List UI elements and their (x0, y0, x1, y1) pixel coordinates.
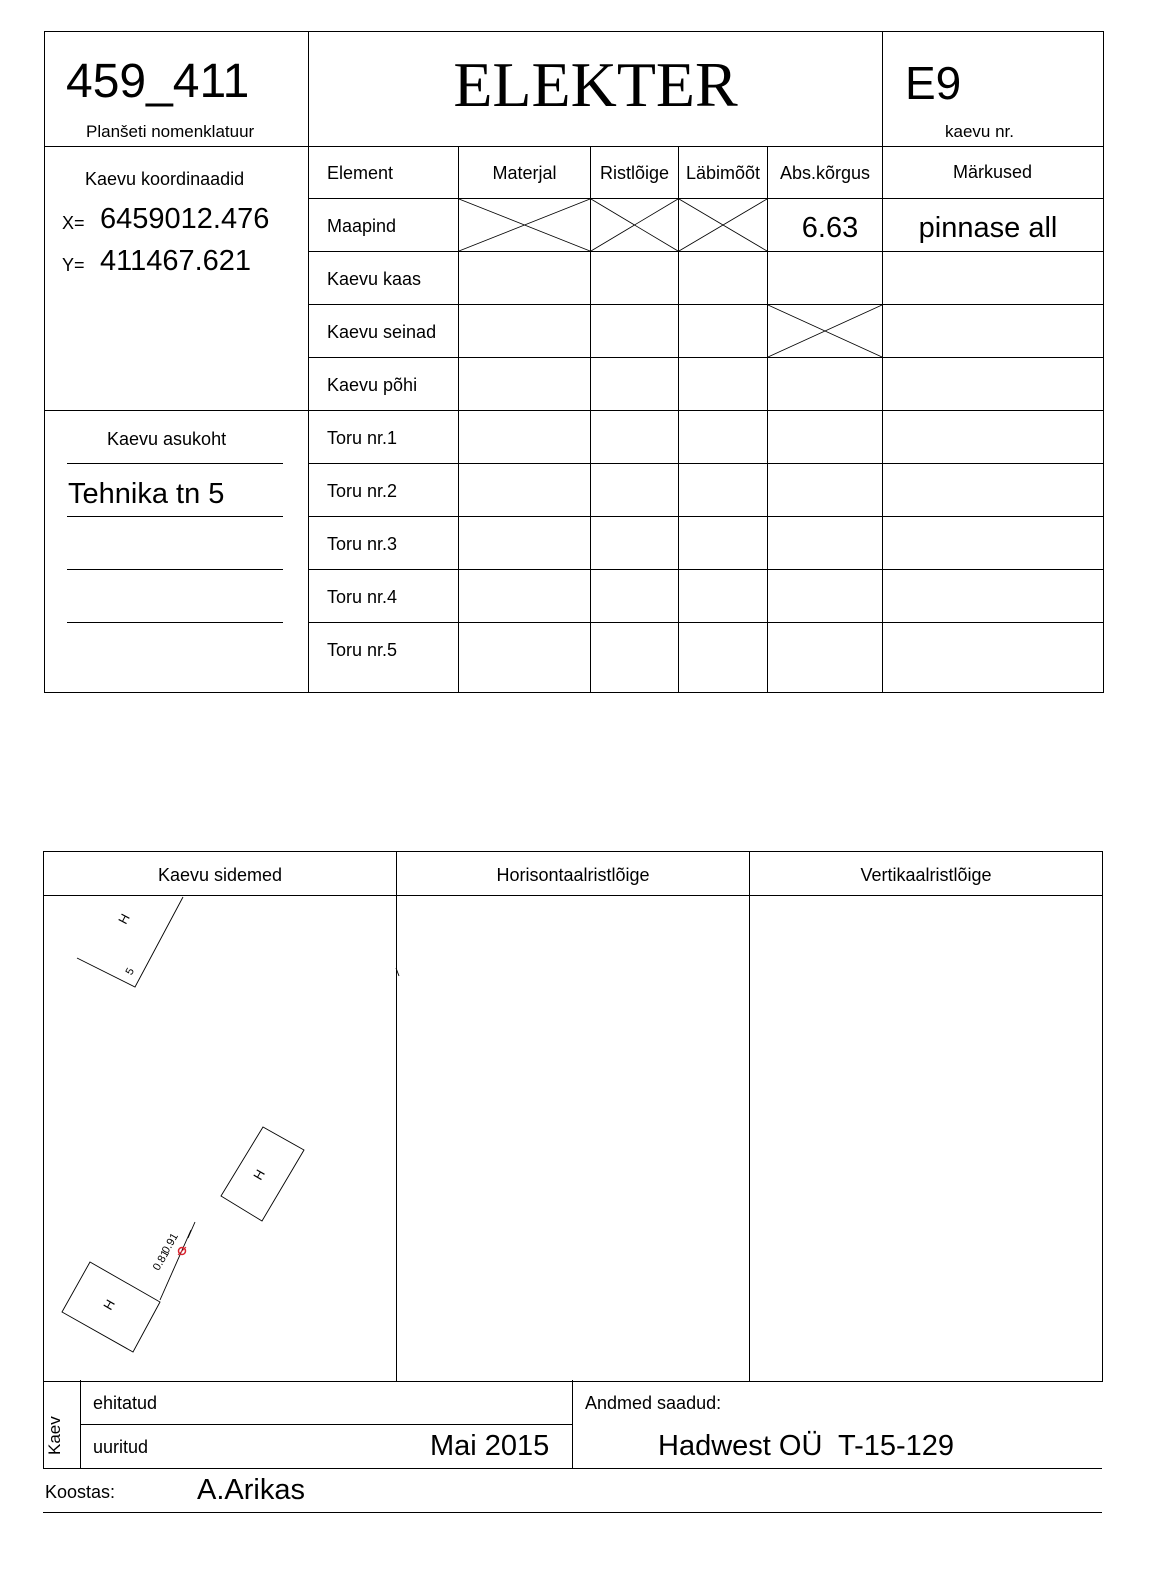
x-value: 6459012.476 (100, 203, 270, 235)
surveyed-label: uuritud (93, 1437, 149, 1457)
coordinates-label: Kaevu koordinaadid (85, 169, 245, 189)
divider (43, 1468, 1102, 1469)
row-label: Kaevu põhi (327, 375, 418, 395)
row-label: Toru nr.5 (327, 640, 398, 660)
divider (572, 1380, 573, 1469)
page-title: ELEKTER (453, 49, 738, 120)
divider (80, 1424, 572, 1425)
row-label: Toru nr.1 (327, 428, 398, 448)
x-label: X= (62, 213, 85, 233)
column-header-labimoot: Läbimõõt (685, 163, 761, 183)
building-label: H (115, 911, 133, 927)
built-label: ehitatud (93, 1393, 158, 1413)
well-number: E9 (905, 57, 962, 109)
row-label: Maapind (327, 216, 397, 236)
dimension-label: 0.81 (150, 1248, 172, 1273)
author-value: A.Arikas (197, 1474, 305, 1506)
divider (43, 1512, 1102, 1513)
well-label: kaevu nr. (945, 122, 1014, 141)
building-label: H (250, 1166, 268, 1183)
divider (43, 1380, 44, 1469)
cell-abs-korgus: 6.63 (801, 212, 859, 244)
location-label: Kaevu asukoht (107, 429, 227, 449)
row-label: Toru nr.4 (327, 587, 398, 607)
row-label: Toru nr.3 (327, 534, 398, 554)
row-label: Kaevu seinad (327, 322, 437, 342)
y-label: Y= (62, 255, 85, 275)
column-header-materjal: Materjal (492, 163, 557, 183)
author-label: Koostas: (45, 1482, 116, 1502)
surveyed-date: Mai 2015 (430, 1430, 550, 1462)
sheet-number: 459_411 (66, 55, 250, 108)
well-marker-icon (178, 1247, 186, 1255)
column-header-abs-korgus: Abs.kõrgus (779, 163, 871, 183)
sheet-label: Planšeti nomenklatuur (86, 122, 255, 141)
cell-markused: pinnase all (918, 212, 1058, 244)
row-label: Kaevu kaas (327, 269, 422, 289)
y-value: 411467.621 (100, 245, 252, 277)
panel-title-sidemed: Kaevu sidemed (157, 865, 283, 885)
row-label: Toru nr.2 (327, 481, 398, 501)
column-header-element: Element (327, 163, 394, 183)
building-label: H (100, 1296, 118, 1313)
building-number: 5 (123, 966, 138, 978)
panel-title-horisontaal: Horisontaalristlõige (496, 865, 650, 885)
source-label: Andmed saadud: (585, 1393, 722, 1413)
side-label-kaev: Kaev (45, 1416, 64, 1455)
column-header-ristloige: Ristlõige (599, 163, 670, 183)
source-value: Hadwest OÜ T-15-129 (658, 1430, 955, 1462)
panel-title-vertikaal: Vertikaalristlõige (860, 865, 992, 885)
dimension-label: 0.91 (159, 1231, 181, 1256)
column-header-markused: Märkused (952, 162, 1033, 182)
location-line-1: Tehnika tn 5 (68, 478, 225, 510)
